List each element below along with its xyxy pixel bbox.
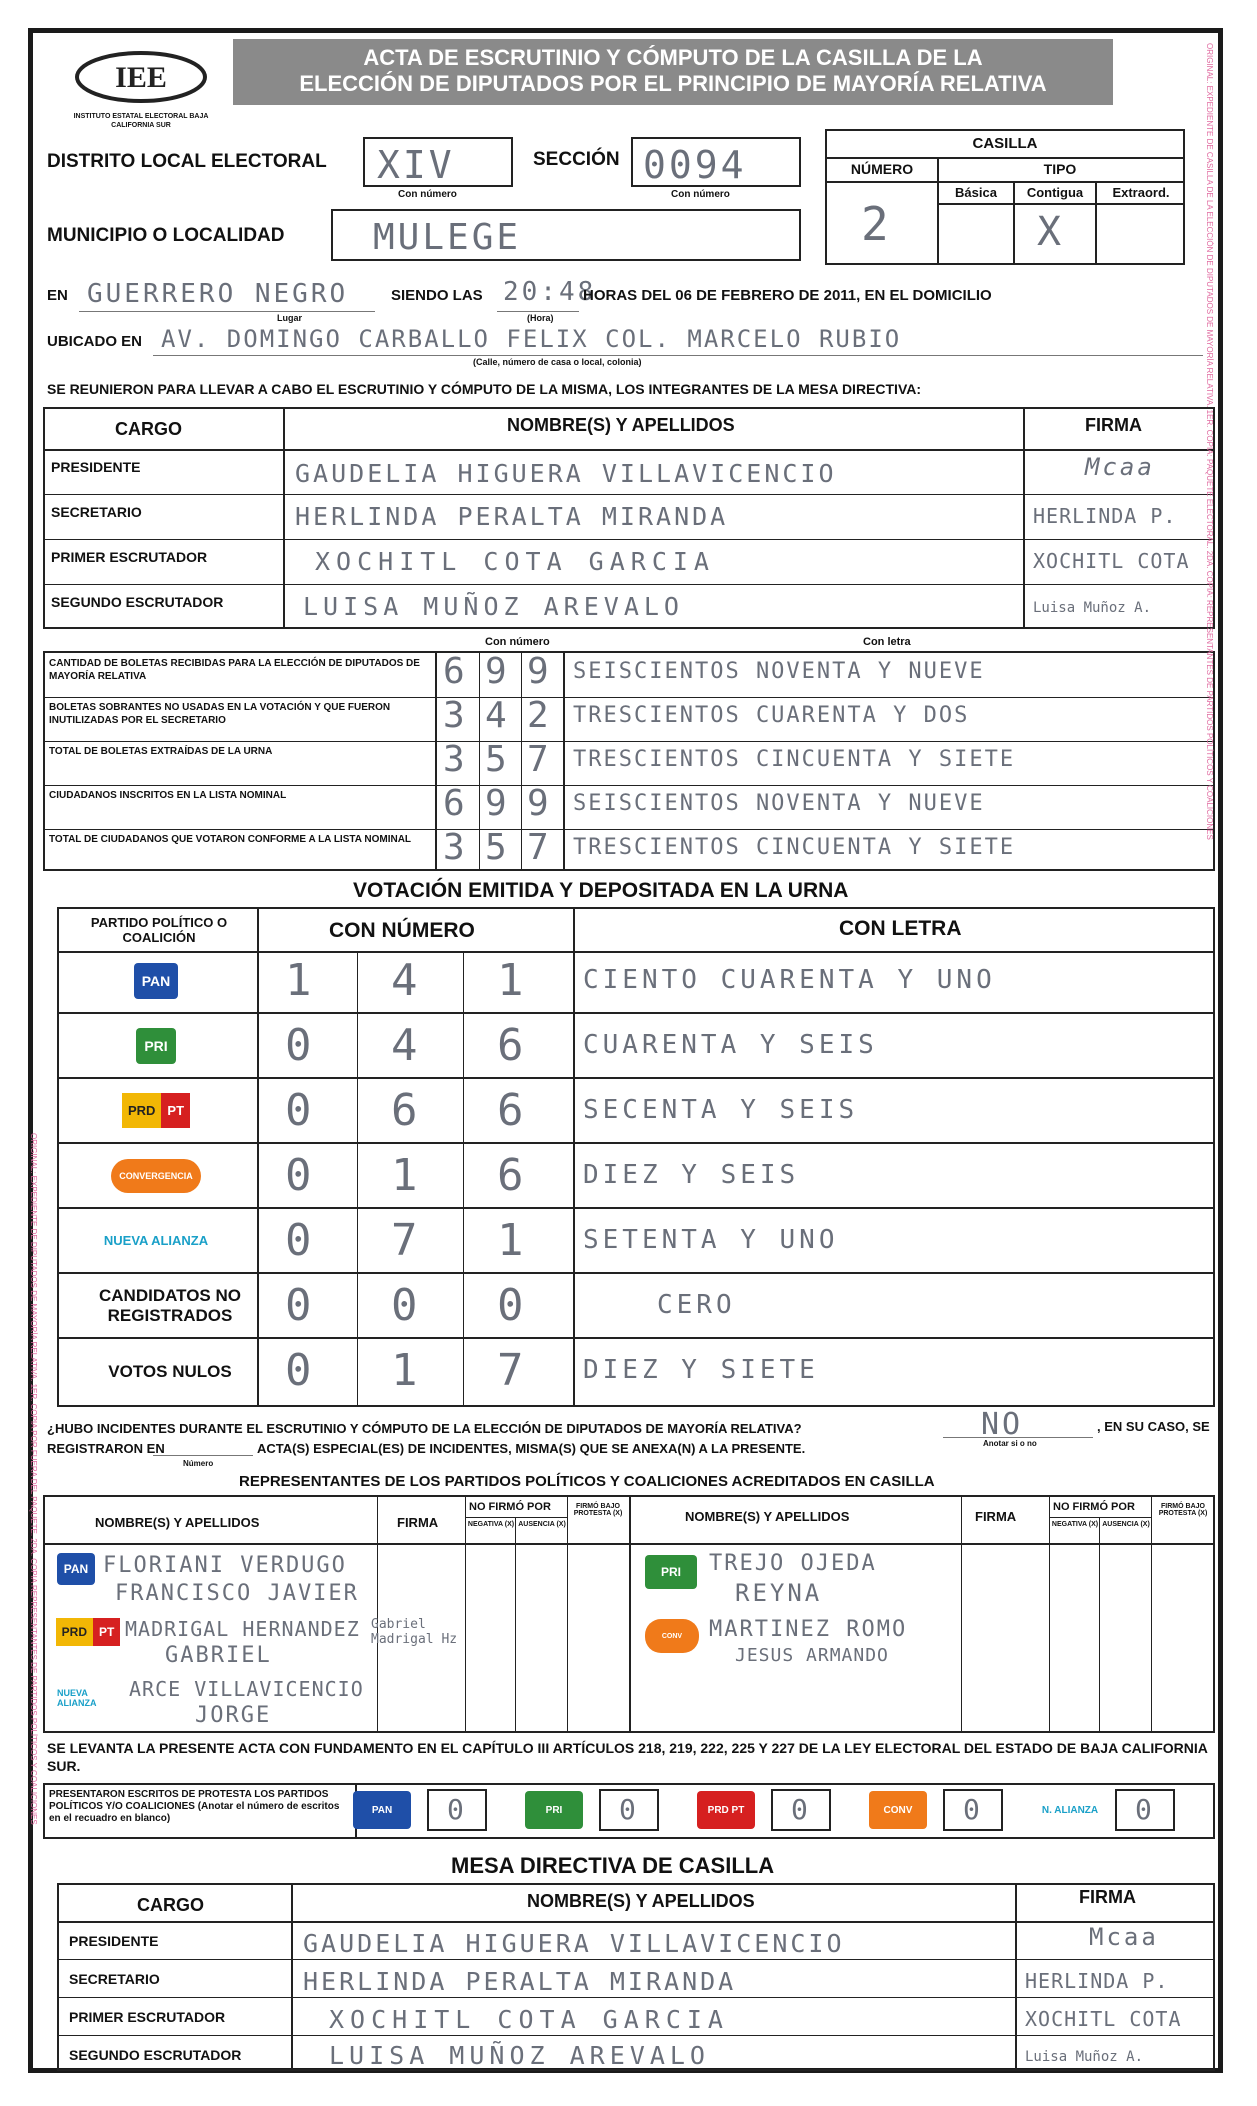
boletas-letra[interactable]: TRESCIENTOS CUARENTA Y DOS <box>573 703 970 728</box>
votacion-party-label: VOTOS NULOS <box>108 1361 232 1381</box>
votacion-letra[interactable]: CUARENTA Y SEIS <box>583 1030 878 1060</box>
votacion-letra[interactable]: DIEZ Y SIETE <box>583 1355 819 1385</box>
rep-left-line2[interactable]: JORGE <box>195 1703 272 1728</box>
votacion-row <box>57 1079 1215 1144</box>
mesa-bottom-firma[interactable]: XOCHITL COTA <box>1025 2007 1182 2031</box>
votacion-digit[interactable]: 1 <box>285 955 315 1006</box>
pan-logo-icon: PAN <box>57 1553 95 1585</box>
rep-left-line2[interactable]: GABRIEL <box>165 1643 272 1668</box>
mesa-bottom-firma[interactable]: HERLINDA P. <box>1025 1969 1169 1993</box>
side-note-right: ORIGINAL: EXPEDIENTE DE CASILLA DE LA ELECCIÓN DE DIPUTADOS DE MAYORÍA RELATIVA. 1ER. COPIA: PAQUETE ELECTORAL. 2DA. COPIA: REPRESENTANTES DE PARTIDOS POLÍTICOS Y COALICIONES <box>1205 43 1214 840</box>
mesa-top-firma[interactable]: HERLINDA P. <box>1033 504 1177 528</box>
pri-logo-icon: PRI <box>525 1791 583 1829</box>
mesa-top-cargo: SEGUNDO ESCRUTADOR <box>51 594 224 610</box>
municipio-label: MUNICIPIO O LOCALIDAD <box>47 225 285 246</box>
votacion-digit[interactable]: 6 <box>497 1020 527 1071</box>
fundamento-text: SE LEVANTA LA PRESENTE ACTA CON FUNDAMENTO EN EL CAPÍTULO III ARTÍCULOS 218, 219, 222, 225 Y 227 DE LA LEY ELECTORAL DEL ESTADO DE BAJA CALIFORNIA SUR. <box>47 1740 1208 1774</box>
prd-pt-logo-icon: PRD PT <box>57 1079 255 1142</box>
boletas-row <box>43 695 1215 739</box>
boletas-digit[interactable]: 3 <box>443 827 465 868</box>
votacion-letra[interactable]: CIENTO CUARENTA Y UNO <box>583 965 996 995</box>
siendo-label: SIENDO LAS <box>391 287 483 304</box>
boletas-letra[interactable]: SEISCIENTOS NOVENTA Y NUEVE <box>573 791 985 816</box>
votacion-letra-header: CON LETRA <box>839 917 962 940</box>
boletas-digit[interactable]: 9 <box>527 783 549 824</box>
votacion-letra[interactable]: SECENTA Y SEIS <box>583 1095 859 1125</box>
mesa-top-cargo: SECRETARIO <box>51 504 142 520</box>
votacion-row <box>57 1209 1215 1274</box>
lugar-hint: Lugar <box>277 313 303 323</box>
side-note-left: ORIGINAL: EXPEDIENTE DE DIPUTADOS DE MAYORÍA RELATIVA. 1ER. COPIA POR FUERA DEL PAQUETE. 2DA. COPIA REPRESENTANTES DE PARTIDOS POLÍTICOS Y COALICIONES <box>29 1133 38 1825</box>
rep-left-line2[interactable]: FRANCISCO JAVIER <box>115 1581 359 1606</box>
protesta-count-box[interactable] <box>1115 1789 1175 1831</box>
lugar-value[interactable]: GUERRERO NEGRO <box>87 279 349 309</box>
boletas-con-letra: Con letra <box>863 636 911 648</box>
boletas-digit[interactable]: 6 <box>443 783 465 824</box>
boletas-digit[interactable]: 9 <box>485 783 507 824</box>
rep-left-line1[interactable]: FLORIANI VERDUGO <box>103 1553 347 1578</box>
mesa-top-nombre[interactable]: XOCHITL COTA GARCIA <box>315 547 715 576</box>
votacion-letra[interactable]: SETENTA Y UNO <box>583 1225 839 1255</box>
votacion-digit[interactable]: 0 <box>285 1215 315 1266</box>
mesa-bottom-nombre[interactable]: HERLINDA PERALTA MIRANDA <box>303 1967 737 1996</box>
svg-text:IEE: IEE <box>115 61 167 94</box>
municipio-field[interactable] <box>331 209 801 261</box>
boletas-digit[interactable]: 6 <box>443 651 465 692</box>
votacion-row <box>57 1339 1215 1404</box>
votacion-digit[interactable]: 0 <box>285 1085 315 1136</box>
hora-hint: (Hora) <box>527 313 554 323</box>
convergencia-logo-icon: CONV <box>869 1791 927 1829</box>
casilla-label: CASILLA <box>972 135 1038 152</box>
institute-name: INSTITUTO ESTATAL ELECTORAL BAJA CALIFORNIA SUR <box>73 113 209 129</box>
boletas-row-label: CIUDADANOS INSCRITOS EN LA LISTA NOMINAL <box>49 790 287 801</box>
mesa-top-row <box>45 494 1217 539</box>
nueva-alianza-logo-icon: N. ALIANZA <box>1041 1791 1099 1829</box>
mesa-top-row <box>45 584 1217 629</box>
votacion-digit[interactable]: 1 <box>391 1345 421 1396</box>
mesa-top-row <box>45 539 1217 584</box>
boletas-digit[interactable]: 2 <box>527 695 549 736</box>
boletas-row <box>43 783 1215 827</box>
votacion-row <box>57 1014 1215 1079</box>
tipo-contigua: Contigua <box>1026 185 1084 200</box>
reunion-text: SE REUNIERON PARA LLEVAR A CABO EL ESCRUTINIO Y CÓMPUTO DE LA MISMA, LOS INTEGRANTES DE LA MESA DIRECTIVA: <box>47 381 922 397</box>
rep-right-no-firmo: NO FIRMÓ POR <box>1053 1501 1135 1513</box>
pan-logo-icon: PAN <box>57 949 255 1012</box>
votacion-digit[interactable]: 0 <box>285 1280 315 1331</box>
incidentes-line1-end: , EN SU CASO, SE <box>1097 1419 1210 1434</box>
mesa-bottom-nombre[interactable]: XOCHITL COTA GARCIA <box>329 2005 729 2034</box>
mesa-bottom-firma[interactable]: Mcaa <box>1089 1923 1159 1951</box>
rep-left-line1[interactable]: MADRIGAL HERNANDEZ <box>125 1617 360 1641</box>
boletas-row-label: CANTIDAD DE BOLETAS RECIBIDAS PARA LA ELECCIÓN DE DIPUTADOS DE MAYORÍA RELATIVA <box>49 658 420 682</box>
protesta-count-box[interactable] <box>599 1789 659 1831</box>
mesa-top-nombre[interactable]: HERLINDA PERALTA MIRANDA <box>295 502 729 531</box>
boletas-digit[interactable]: 5 <box>485 739 507 780</box>
mesa-top-nombre[interactable]: GAUDELIA HIGUERA VILLAVICENCIO <box>295 459 837 488</box>
mesa-bottom-firma-header: FIRMA <box>1079 1887 1136 1907</box>
rep-left-firma-header: FIRMA <box>397 1515 439 1530</box>
votacion-digit[interactable]: 6 <box>497 1150 527 1201</box>
rep-left-negativa: NEGATIVA (X) <box>467 1521 515 1528</box>
rep-right-line1[interactable]: TREJO OJEDA <box>709 1551 877 1576</box>
protesta-count-value: 0 <box>791 1793 811 1826</box>
votacion-party-label: CANDIDATOS NO REGISTRADOS <box>99 1285 241 1325</box>
incidentes-line2-hint: Número <box>183 1459 214 1468</box>
mesa-top-firma[interactable]: Luisa Muñoz A. <box>1033 600 1152 616</box>
distrito-field[interactable] <box>363 137 513 187</box>
nueva-alianza-logo-icon: NUEVA ALIANZA <box>103 1233 209 1248</box>
boletas-digit[interactable]: 3 <box>443 695 465 736</box>
votacion-digit[interactable]: 1 <box>391 1150 421 1201</box>
mesa-bottom-nombre[interactable]: LUISA MUÑOZ AREVALO <box>329 2041 710 2070</box>
en-label: EN <box>47 287 68 304</box>
votacion-digit[interactable]: 1 <box>497 1215 527 1266</box>
pan-logo-icon: PAN <box>353 1791 411 1829</box>
header-title-bar <box>233 39 1113 105</box>
mesa-bottom-table <box>57 1883 1215 2071</box>
votacion-digit[interactable]: 0 <box>285 1345 315 1396</box>
votacion-digit[interactable]: 0 <box>391 1280 421 1331</box>
seccion-label: SECCIÓN <box>533 149 620 170</box>
rep-right-line2[interactable]: REYNA <box>735 1579 823 1607</box>
boletas-row <box>43 739 1215 783</box>
votacion-row <box>57 1144 1215 1209</box>
incidentes-line2-end: ACTA(S) ESPECIAL(ES) DE INCIDENTES, MISMA(S) QUE SE ANEXA(N) A LA PRESENTE. <box>257 1441 806 1456</box>
mesa-bottom-cargo: PRIMER ESCRUTADOR <box>69 2009 226 2025</box>
mesa-top-firma[interactable]: XOCHITL COTA <box>1033 549 1190 573</box>
boletas-digit[interactable]: 3 <box>443 739 465 780</box>
protesta-count-box[interactable] <box>427 1789 487 1831</box>
casilla-numero-value[interactable]: 2 <box>861 197 892 251</box>
mesa-bottom-cargo: SECRETARIO <box>69 1971 160 1987</box>
votacion-digit[interactable]: 4 <box>391 955 421 1006</box>
incidentes-answer[interactable]: NO <box>981 1407 1024 1442</box>
domicilio-hint: (Calle, número de casa o local, colonia) <box>473 357 642 367</box>
tipo-basica: Básica <box>955 185 997 200</box>
votacion-digit[interactable]: 6 <box>391 1085 421 1136</box>
title-line1: ACTA DE ESCRUTINIO Y CÓMPUTO DE LA CASILLA DE LA <box>363 45 983 70</box>
convergencia-logo-icon: CONVERGENCIA <box>57 1144 255 1207</box>
municipio-value: MULEGE <box>373 217 522 258</box>
mesa-top-nombre[interactable]: LUISA MUÑOZ AREVALO <box>303 592 684 621</box>
boletas-row <box>43 651 1215 695</box>
boletas-row <box>43 827 1215 871</box>
votacion-title: VOTACIÓN EMITIDA Y DEPOSITADA EN LA URNA <box>353 879 849 902</box>
boletas-con-numero: Con número <box>485 636 550 648</box>
tipo-label: TIPO <box>1043 161 1077 177</box>
boletas-row-label: TOTAL DE BOLETAS EXTRAÍDAS DE LA URNA <box>49 746 273 757</box>
protesta-label: PRESENTARON ESCRITOS DE PROTESTA LOS PARTIDOS POLÍTICOS Y/O COALICIONES (Anotar el número de escritos en el recuadro en blanco) <box>49 1789 340 1824</box>
boletas-digit[interactable]: 7 <box>527 739 549 780</box>
protesta-count-value: 0 <box>963 1793 983 1826</box>
boletas-row-label: TOTAL DE CIUDADANOS QUE VOTARON CONFORME A LA LISTA NOMINAL <box>49 834 412 845</box>
pri-logo-icon: PRI <box>645 1555 697 1589</box>
rep-left-nombre-header: NOMBRE(S) Y APELLIDOS <box>95 1515 260 1530</box>
horas-text: HORAS DEL 06 DE FEBRERO DE 2011, EN EL DOMICILIO <box>583 287 992 304</box>
prd-pt-logo-icon: PRD PT <box>697 1791 755 1829</box>
title-line2: ELECCIÓN DE DIPUTADOS POR EL PRINCIPIO DE MAYORÍA RELATIVA <box>299 71 1047 96</box>
rep-left-no-firmo: NO FIRMÓ POR <box>469 1501 551 1513</box>
representantes-table <box>43 1495 1215 1733</box>
mesa-top-cargo: PRIMER ESCRUTADOR <box>51 549 208 565</box>
incidentes-answer-hint: Anotar si o no <box>983 1439 1037 1448</box>
rep-left-line1[interactable]: ARCE VILLAVICENCIO <box>129 1677 364 1701</box>
protesta-count-box[interactable] <box>771 1789 831 1831</box>
votacion-digit[interactable]: 0 <box>285 1020 315 1071</box>
rep-right-line2[interactable]: JESUS ARMANDO <box>735 1645 889 1666</box>
votacion-partido-header: PARTIDO POLÍTICO O COALICIÓN <box>90 915 228 945</box>
votacion-digit[interactable]: 0 <box>497 1280 527 1331</box>
rep-right-negativa: NEGATIVA (X) <box>1051 1521 1099 1528</box>
incidentes-line2: REGISTRARON EN <box>47 1441 165 1456</box>
boletas-digit[interactable]: 4 <box>485 695 507 736</box>
mesa-top-row <box>45 449 1217 494</box>
rep-right-line1[interactable]: MARTINEZ ROMO <box>709 1617 908 1642</box>
votacion-digit[interactable]: 0 <box>285 1150 315 1201</box>
mesa-top-firma-header: FIRMA <box>1085 415 1142 435</box>
rep-left-firmo-bajo: FIRMÓ BAJO PROTESTA (X) <box>573 1503 623 1517</box>
rep-left-ausencia: AUSENCIA (X) <box>518 1521 566 1528</box>
numero-label: NÚMERO <box>850 161 914 177</box>
boletas-digit[interactable]: 9 <box>485 651 507 692</box>
mesa-top-cargo-header: CARGO <box>115 419 182 439</box>
rep-right-nombre-header: NOMBRE(S) Y APELLIDOS <box>685 1509 850 1524</box>
mesa-top-firma[interactable]: Mcaa <box>1085 453 1155 481</box>
rep-right-firma-header: FIRMA <box>975 1509 1017 1524</box>
boletas-letra[interactable]: SEISCIENTOS NOVENTA Y NUEVE <box>573 659 985 684</box>
distrito-hint: Con número <box>398 189 457 200</box>
boletas-digit[interactable]: 9 <box>527 651 549 692</box>
seccion-hint: Con número <box>671 189 730 200</box>
protesta-count-value: 0 <box>619 1793 639 1826</box>
ubicado-label: UBICADO EN <box>47 333 143 350</box>
mesa-top-nombre-header: NOMBRE(S) Y APELLIDOS <box>507 415 735 435</box>
rep-right-ausencia: AUSENCIA (X) <box>1102 1521 1150 1528</box>
votacion-row <box>57 949 1215 1014</box>
acta-sheet <box>28 28 1223 2073</box>
hora-value[interactable]: 20:48 <box>503 277 597 307</box>
seccion-field[interactable] <box>631 137 801 187</box>
prd-pt-logo-icon: PRD PT <box>57 1617 119 1647</box>
votacion-letra[interactable]: DIEZ Y SEIS <box>583 1160 800 1190</box>
votacion-digit[interactable]: 6 <box>497 1085 527 1136</box>
rep-right-firmo-bajo: FIRMÓ BAJO PROTESTA (X) <box>1158 1503 1208 1517</box>
votacion-digit[interactable]: 4 <box>391 1020 421 1071</box>
boletas-letra[interactable]: TRESCIENTOS CINCUENTA Y SIETE <box>573 747 1016 772</box>
boletas-row-label: BOLETAS SOBRANTES NO USADAS EN LA VOTACIÓN Y QUE FUERON INUTILIZADAS POR EL SECRETARIO <box>49 702 391 726</box>
seccion-value: 0094 <box>643 143 747 187</box>
rep-left-firma[interactable]: Gabriel Madrigal Hz <box>371 1617 458 1647</box>
nueva-alianza-logo-icon: NUEVA ALIANZA <box>57 1688 97 1708</box>
mesa-top-table <box>43 407 1215 629</box>
protesta-count-value: 0 <box>447 1793 467 1826</box>
distrito-value: XIV <box>377 143 455 187</box>
protesta-count-box[interactable] <box>943 1789 1003 1831</box>
mesa-bottom-cargo-header: CARGO <box>137 1895 204 1915</box>
convergencia-logo-icon: CONV <box>645 1619 699 1653</box>
votacion-digit[interactable]: 7 <box>391 1215 421 1266</box>
protesta-count-value: 0 <box>1135 1793 1155 1826</box>
mesa-bottom-cargo: SEGUNDO ESCRUTADOR <box>69 2047 242 2063</box>
mesa-bottom-firma[interactable]: Luisa Muñoz A. <box>1025 2049 1144 2065</box>
representantes-title: REPRESENTANTES DE LOS PARTIDOS POLÍTICOS Y COALICIONES ACREDITADOS EN CASILLA <box>239 1473 935 1490</box>
pri-logo-icon: PRI <box>57 1014 255 1077</box>
mesa-bottom-title: MESA DIRECTIVA DE CASILLA <box>451 1853 775 1878</box>
mesa-bottom-cargo: PRESIDENTE <box>69 1933 159 1949</box>
distrito-label: DISTRITO LOCAL ELECTORAL <box>47 151 327 172</box>
tipo-extraord: Extraord. <box>1112 185 1170 200</box>
boletas-digit[interactable]: 7 <box>527 827 549 868</box>
votacion-numero-header: CON NÚMERO <box>329 919 475 942</box>
boletas-letra[interactable]: TRESCIENTOS CINCUENTA Y SIETE <box>573 835 1016 860</box>
votacion-row <box>57 1274 1215 1339</box>
iee-logo <box>71 47 211 127</box>
votacion-digit[interactable]: 1 <box>497 955 527 1006</box>
mesa-top-cargo: PRESIDENTE <box>51 459 141 475</box>
boletas-digit[interactable]: 5 <box>485 827 507 868</box>
iee-logo-icon <box>71 47 211 107</box>
domicilio-value[interactable]: AV. DOMINGO CARBALLO FELIX COL. MARCELO RUBIO <box>161 325 902 353</box>
mesa-bottom-nombre-header: NOMBRE(S) Y APELLIDOS <box>527 1891 755 1911</box>
casilla-box <box>825 129 1185 265</box>
votacion-letra[interactable]: CERO <box>657 1290 736 1320</box>
incidentes-line1: ¿HUBO INCIDENTES DURANTE EL ESCRUTINIO Y CÓMPUTO DE LA ELECCIÓN DE DIPUTADOS DE MAYORÍA RELATIVA? <box>47 1421 802 1436</box>
casilla-contigua-mark[interactable]: X <box>1037 209 1065 255</box>
votacion-digit[interactable]: 7 <box>497 1345 527 1396</box>
mesa-bottom-nombre[interactable]: GAUDELIA HIGUERA VILLAVICENCIO <box>303 1929 845 1958</box>
